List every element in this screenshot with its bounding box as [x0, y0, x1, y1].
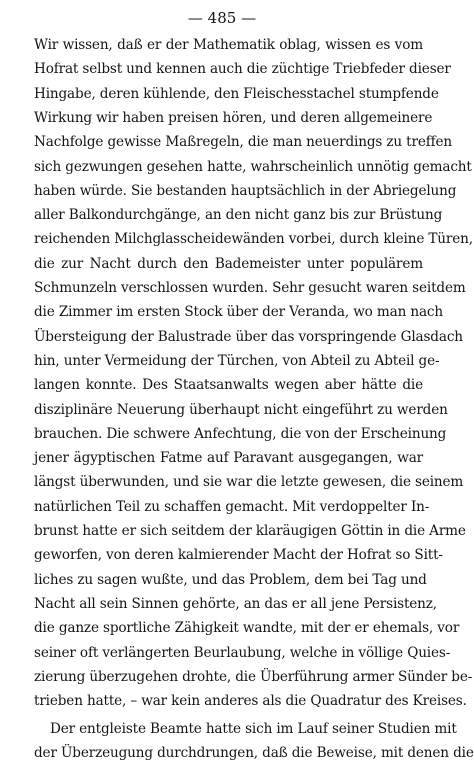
text-line: haben würde. Sie bestanden hauptsächlich in der Abriegelung: [34, 182, 457, 199]
text-line: reichenden Milchglasscheidewänden vorbei, durch kleine Türen,: [34, 231, 473, 248]
text-line: Der entgleiste Beamte hatte sich im Lauf seiner Studien mit: [50, 721, 457, 738]
text-line: brauchen. Die schwere Anfechtung, die von der Erscheinung: [34, 425, 447, 442]
text-line: jener ägyptischen Fatme auf Paravant ausgegangen, war: [34, 450, 423, 467]
text-line: die zur Nacht durch den Bademeister unter populärem: [34, 255, 423, 272]
text-line: die Zimmer im ersten Stock über der Veranda, wo man nach: [34, 304, 443, 321]
text-line: der Überzeugung durchdrungen, daß die Beweise, mit denen die: [34, 745, 474, 762]
text-line: hin, unter Vermeidung der Türchen, von Abteil zu Abteil ge-: [34, 352, 440, 369]
text-line: Schmunzeln verschlossen wurden. Sehr gesucht waren seitdem: [34, 280, 466, 296]
page-number: — 485 —: [187, 9, 257, 27]
text-line: aller Balkondurchgänge, an den nicht ganz bis zur Brüstung: [34, 207, 443, 224]
text-line: Wir wissen, daß er der Mathematik oblag, wissen es vom: [34, 37, 423, 53]
text-line: brunst hatte er sich seitdem der klaräugigen Göttin in die Arme: [34, 523, 466, 539]
text-line: Hofrat selbst und kennen auch die züchtige Triebfeder dieser: [34, 61, 451, 78]
text-line: natürlichen Teil zu schaffen gemacht. Mit verdoppelter In-: [34, 498, 430, 515]
text-line: Nacht all sein Sinnen gehörte, an das er all jene Persistenz,: [34, 595, 437, 612]
text-line: geworfen, von deren kalmierender Macht der Hofrat so Sitt-: [34, 547, 443, 564]
text-line: Hingabe, deren kühlende, den Fleischesstachel stumpfende: [34, 85, 439, 102]
text-line: zierung überzugehen drohte, die Überführung armer Sünder be-: [34, 668, 473, 685]
text-line: liches zu sagen wußte, und das Problem, dem bei Tag und: [34, 571, 427, 588]
text-line: Wirkung wir haben preisen hören, und deren allgemeinere: [34, 109, 433, 126]
text-line: die ganze sportliche Zähigkeit wandte, mit der er ehemals, vor: [34, 620, 460, 637]
text-line: Nachfolge gewisse Maßregeln, die man neuerdings zu treffen: [34, 134, 452, 151]
text-line: trieben hatte, – war kein anderes als die Quadratur des Kreises.: [34, 693, 467, 710]
text-line: sich gezwungen gesehen hatte, wahrscheinlich unnötig gemacht: [34, 158, 472, 175]
text-line: längst überwunden, und sie war die letzte gewesen, die seinem: [34, 474, 464, 491]
text-line: langen konnte. Des Staatsanwalts wegen aber hätte die: [34, 377, 423, 394]
text-line: seiner oft verlängerten Beurlaubung, welche in völlige Quies-: [34, 644, 451, 661]
text-line: disziplinäre Neuerung überhaupt nicht eingeführt zu werden: [34, 401, 448, 418]
text-line: Übersteigung der Balustrade über das vorspringende Glasdach: [34, 328, 463, 345]
